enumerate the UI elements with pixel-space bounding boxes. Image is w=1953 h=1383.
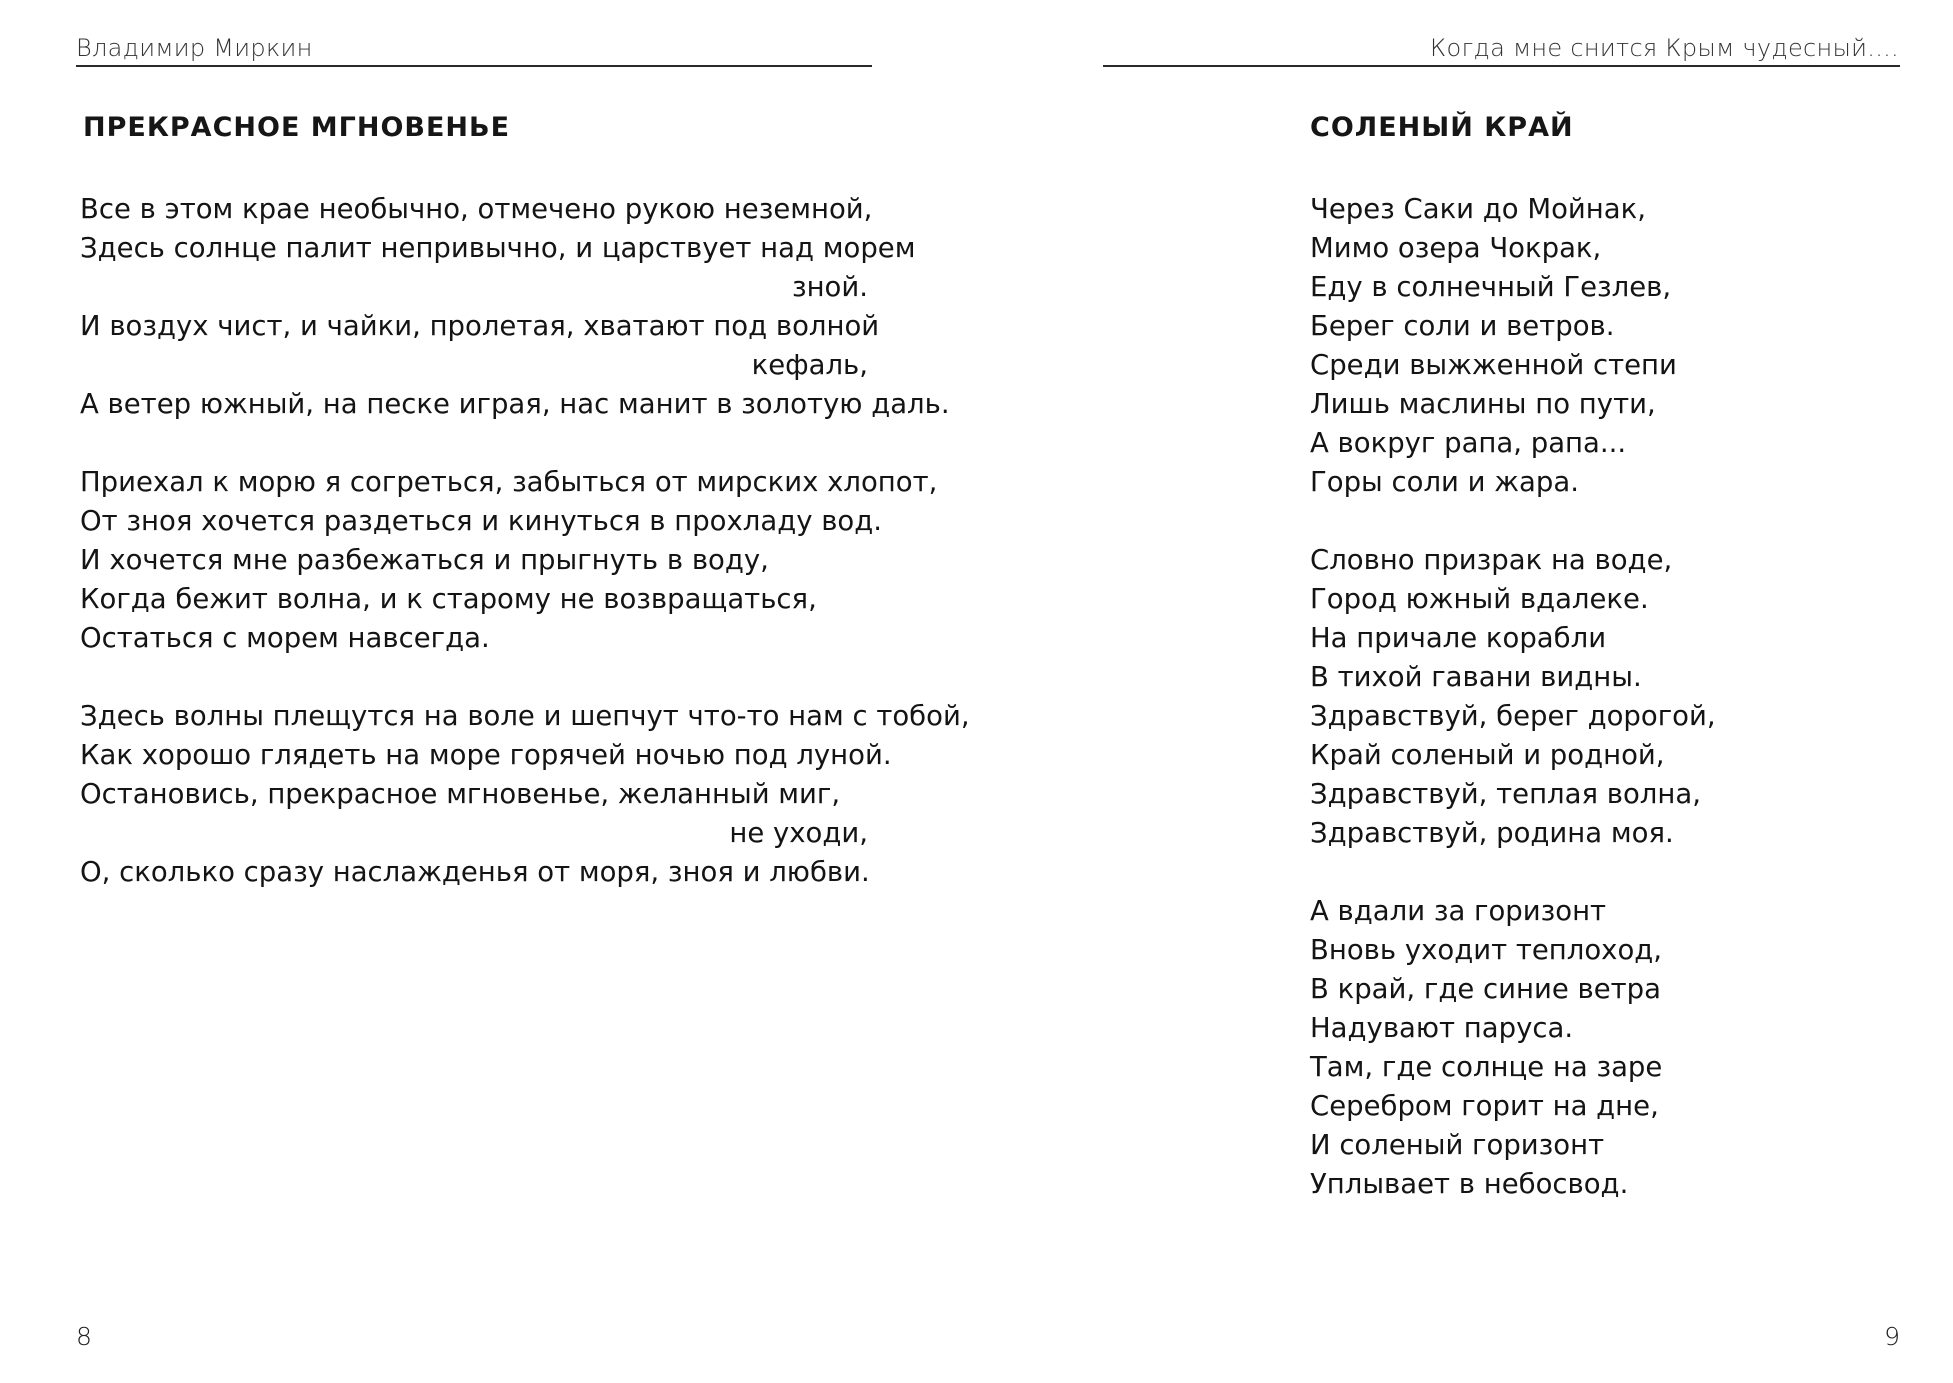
stanza [1310,541,1870,853]
poem-line: Остаться с морем навсегда. [80,622,490,654]
poem-line: И соленый горизонт [1310,1129,1605,1161]
poem-title: ПРЕКРАСНОЕ МГНОВЕНЬЕ [83,112,511,143]
stanza [80,463,938,658]
poem-line: Серебром горит на дне, [1310,1090,1659,1122]
poem-line: В край, где синие ветра [1310,973,1661,1005]
header-rule [1103,65,1900,67]
poem-line: Надувают паруса. [1310,1012,1574,1044]
poem-line: Все в этом крае необычно, отмечено рукою неземной, [80,193,873,225]
poem-line: Здесь солнце палит непривычно, и царствует над морем [80,232,916,264]
poem-line: Город южный вдалеке. [1310,583,1649,615]
poem-line: В тихой гавани видны. [1310,661,1642,693]
poem-line: Берег соли и ветров. [1310,310,1615,342]
left-page [0,0,976,1383]
running-head-book-title: Когда мне снится Крым чудесный.... [1429,34,1899,62]
poem-line: Через Саки до Мойнак, [1310,193,1646,225]
poem-line: А вокруг рапа, рапа... [1310,427,1627,459]
poem-line-continuation: не уходи, [729,817,868,849]
poem-line: Еду в солнечный Гезлев, [1310,271,1672,303]
poem-line-continuation: кефаль, [751,349,868,381]
page-number: 8 [76,1322,92,1351]
poem-line: А вдали за горизонт [1310,895,1607,927]
poem-line: Лишь маслины по пути, [1310,388,1656,420]
poem-line: От зноя хочется раздеться и кинуться в прохладу вод. [80,505,883,537]
poem-line: Остановись, прекрасное мгновенье, желанный миг, [80,778,841,810]
poem-line: Вновь уходит теплоход, [1310,934,1663,966]
poem-line: Край соленый и родной, [1310,739,1665,771]
poem-body [80,190,970,931]
poem-line: Здравствуй, берег дорогой, [1310,700,1716,732]
poem-line: Приехал к морю я согреться, забыться от мирских хлопот, [80,466,938,498]
poem-line: Словно призрак на воде, [1310,544,1673,576]
stanza [1310,892,1870,1204]
poem-line: Как хорошо глядеть на море горячей ночью под луной. [80,739,892,771]
poem-line: Здравствуй, теплая волна, [1310,778,1701,810]
poem-line: Мимо озера Чокрак, [1310,232,1602,264]
poem-line: На причале корабли [1310,622,1607,654]
poem-line: Среди выжженной степи [1310,349,1677,381]
poem-line: Уплывает в небосвод. [1310,1168,1629,1200]
poem-line: Когда бежит волна, и к старому не возвращаться, [80,583,817,615]
stanza [80,697,970,892]
poem-line: Там, где солнце на заре [1310,1051,1663,1083]
poem-body [1310,190,1870,1243]
poem-line: Здравствуй, родина моя. [1310,817,1674,849]
right-page [976,0,1953,1383]
poem-line: И хочется мне разбежаться и прыгнуть в воду, [80,544,769,576]
header-rule [76,65,872,67]
poem-line: О, сколько сразу наслажденья от моря, зноя и любви. [80,856,870,888]
stanza [80,190,950,424]
poem-line-continuation: зной. [791,271,868,303]
running-head-author: Владимир Миркин [76,34,313,62]
page-number: 9 [1884,1322,1900,1351]
poem-line: А ветер южный, на песке играя, нас манит в золотую даль. [80,388,950,420]
poem-line: И воздух чист, и чайки, пролетая, хватают под волной [80,310,880,342]
poem-line: Горы соли и жара. [1310,466,1579,498]
stanza [1310,190,1870,502]
poem-line: Здесь волны плещутся на воле и шепчут что-то нам с тобой, [80,700,970,732]
poem-title: СОЛЕНЫЙ КРАЙ [1310,112,1574,143]
